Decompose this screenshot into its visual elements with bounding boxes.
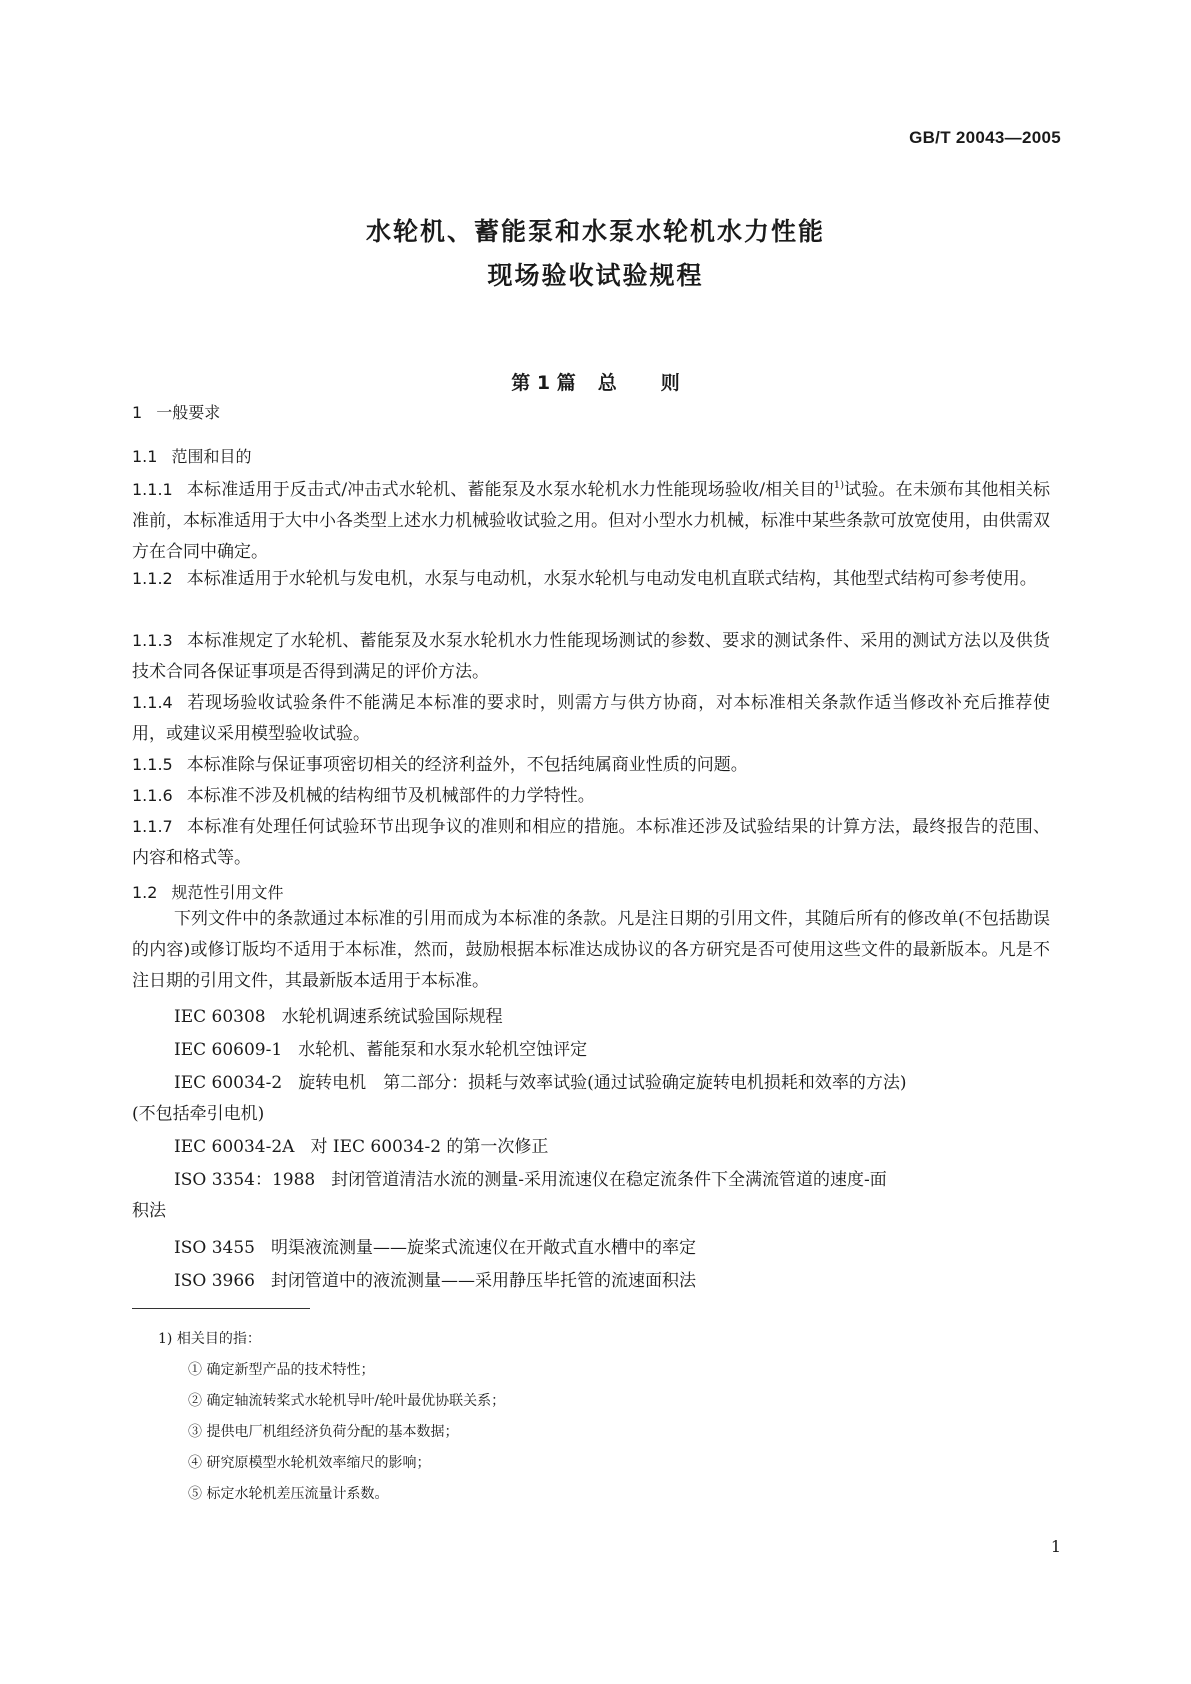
section-1-1-heading — [132, 444, 251, 467]
reference-item — [174, 1165, 887, 1190]
part-heading — [0, 368, 1191, 395]
footnote-divider — [132, 1308, 310, 1309]
footnote-item: ④ 研究原模型水轮机效率缩尺的影响； — [188, 1455, 431, 1471]
reference-item — [174, 1035, 587, 1060]
section-number: 1.1 — [132, 447, 158, 466]
section-title: 一般要求 — [156, 403, 221, 422]
clause-1-1-7 — [132, 811, 1050, 874]
clause-text: 本标准除与保证事项密切相关的经济利益外，不包括纯属商业性质的问题。 — [186, 755, 748, 775]
normative-references-intro: 下列文件中的条款通过本标准的引用而成为本标准的条款。凡是注日期的引用文件，其随后所有的修改单(不包括勘误的内容)或修订版均不适用于本标准，然而，鼓励根据本标准达成协议的各方研究是否可使用这些文件的最新版本。凡是不注日期的引用文件，其最新版本适用于本标准。 — [132, 909, 1050, 991]
part-label: 第 1 篇 — [511, 372, 576, 394]
part-name-2: 则 — [660, 372, 680, 394]
reference-code: IEC 60609-1 — [174, 1040, 283, 1060]
section-title: 范围和目的 — [171, 447, 252, 466]
reference-code: ISO 3455 — [174, 1238, 255, 1258]
clause-text: 本标准适用于反击式/冲击式水轮机、蓄能泵及水泵水轮机水力性能现场验收/相关目的 — [186, 480, 834, 500]
reference-code: IEC 60308 — [174, 1007, 266, 1027]
footnote-item: ⑤ 标定水轮机差压流量计系数。 — [188, 1486, 389, 1502]
clause-number: 1.1.3 — [132, 631, 173, 650]
clause-text: 若现场验收试验条件不能满足本标准的要求时，则需方与供方协商，对本标准相关条款作适当修改补充后推荐使用，或建议采用模型验收试验。 — [132, 693, 1050, 744]
clause-1-1-4 — [132, 687, 1050, 750]
clause-text: 本标准适用于水轮机与发电机，水泵与电动机，水泵水轮机与电动发电机直联式结构，其他型式结构可参考使用。 — [186, 569, 1037, 589]
reference-continuation: (不包括牵引电机) — [132, 1104, 265, 1124]
clause-number: 1.1.6 — [132, 786, 173, 805]
reference-code: IEC 60034-2A — [174, 1137, 295, 1157]
footnote-item: ① 确定新型产品的技术特性； — [188, 1362, 375, 1378]
clause-1-1-3 — [132, 625, 1050, 688]
reference-item — [174, 1266, 696, 1291]
reference-code: ISO 3354：1988 — [174, 1170, 316, 1190]
clause-text-cont: 试验。在未颁布其他相关标准前，本标准适用于大中小各类型上述水力机械验收试验之用。但对小型水力机械，标准中某些条款可放宽使用，由供需双方在合同中确定。 — [132, 480, 1050, 562]
reference-title: 旋转电机 第二部分：损耗与效率试验(通过试验确定旋转电机损耗和效率的方法) — [298, 1073, 907, 1093]
section-title: 规范性引用文件 — [171, 883, 284, 902]
clause-text: 本标准有处理任何试验环节出现争议的准则和相应的措施。本标准还涉及试验结果的计算方法，最终报告的范围、内容和格式等。 — [132, 817, 1050, 868]
reference-item — [174, 1068, 906, 1093]
reference-item — [174, 1233, 696, 1258]
section-number: 1.2 — [132, 883, 158, 902]
clause-number: 1.1.7 — [132, 817, 173, 836]
reference-title: 对 IEC 60034-2 的第一次修正 — [310, 1137, 549, 1157]
section-number: 1 — [132, 403, 143, 422]
reference-title: 封闭管道中的液流测量——采用静压毕托管的流速面积法 — [270, 1271, 696, 1291]
clause-number: 1.1.4 — [132, 693, 173, 712]
page-number: 1 — [1050, 1537, 1061, 1556]
document-title-line1: 水轮机、蓄能泵和水泵水轮机水力性能 — [365, 217, 825, 246]
clause-number: 1.1.2 — [132, 569, 173, 588]
reference-item — [174, 1132, 548, 1157]
footnote-item: ② 确定轴流转桨式水轮机导叶/轮叶最优协联关系； — [188, 1393, 506, 1409]
reference-title: 水轮机、蓄能泵和水泵水轮机空蚀评定 — [298, 1040, 588, 1060]
reference-code: IEC 60034-2 — [174, 1073, 283, 1093]
reference-code: ISO 3966 — [174, 1271, 255, 1291]
reference-title: 封闭管道清洁水流的测量-采用流速仪在稳定流条件下全满流管道的速度-面 — [331, 1170, 887, 1190]
clause-1-1-5 — [132, 749, 1050, 781]
reference-item — [174, 1002, 503, 1027]
part-name-1: 总 — [597, 372, 617, 394]
section-1-heading — [132, 400, 220, 423]
reference-title: 水轮机调速系统试验国际规程 — [281, 1007, 503, 1027]
clause-text: 本标准规定了水轮机、蓄能泵及水泵水轮机水力性能现场测试的参数、要求的测试条件、采用的测试方法以及供货技术合同各保证事项是否得到满足的评价方法。 — [132, 631, 1050, 682]
standard-code: GB/T 20043—2005 — [909, 128, 1061, 147]
reference-title: 明渠液流测量——旋桨式流速仪在开敞式直水槽中的率定 — [270, 1238, 696, 1258]
footnote-heading: 1) 相关目的指： — [158, 1331, 261, 1347]
section-1-2-heading — [132, 880, 283, 903]
document-title-line2: 现场验收试验规程 — [487, 261, 704, 290]
clause-1-1-2 — [132, 563, 1050, 595]
clause-1-1-6 — [132, 780, 1050, 812]
clause-text: 本标准不涉及机械的结构细节及机械部件的力学特性。 — [186, 786, 595, 806]
reference-continuation: 积法 — [132, 1201, 166, 1221]
footnote-item: ③ 提供电厂机组经济负荷分配的基本数据； — [188, 1424, 459, 1440]
clause-number: 1.1.1 — [132, 480, 173, 499]
clause-1-1-1 — [132, 470, 1050, 568]
clause-number: 1.1.5 — [132, 755, 173, 774]
footnote-ref: 1) — [833, 480, 845, 491]
